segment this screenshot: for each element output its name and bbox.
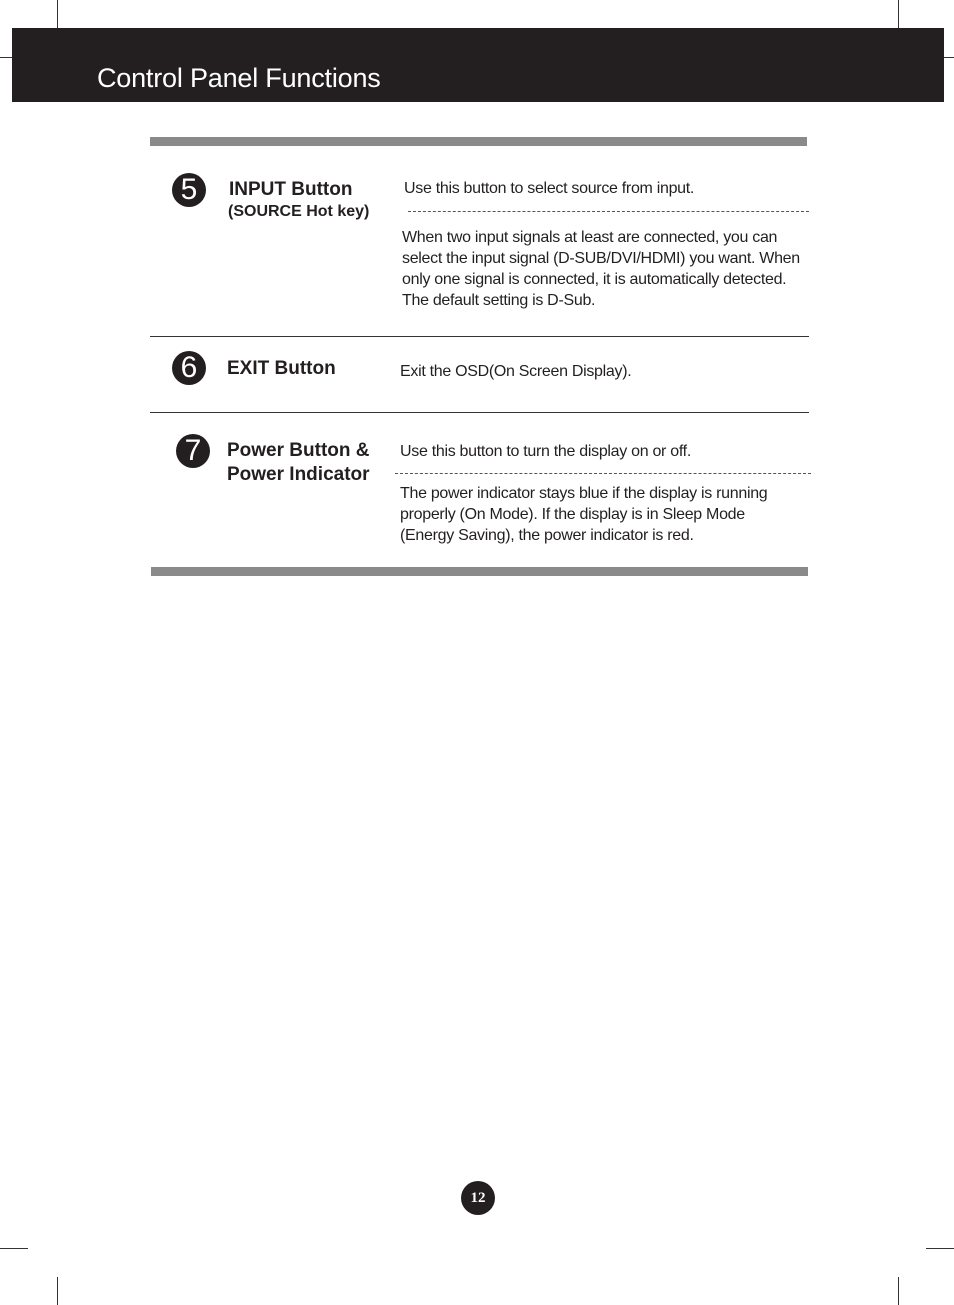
row-divider [150,412,809,413]
power-button-desc-short: Use this button to turn the display on or off. [400,443,691,460]
desc-line: The default setting is D-Sub. [402,292,596,309]
crop-mark [0,57,12,58]
page-number: 12 [461,1181,495,1215]
dashed-divider [395,473,811,474]
desc-line: (Energy Saving), the power indicator is red. [400,527,694,544]
crop-mark [898,1277,899,1305]
input-button-title: INPUT Button [229,179,353,200]
input-button-desc-long [402,227,800,311]
desc-line: only one signal is connected, it is automatically detected. [402,271,787,288]
exit-button-desc: Exit the OSD(On Screen Display). [400,363,632,380]
title-line: Power Indicator [227,464,370,485]
desc-line: properly (On Mode). If the display is in Sleep Mode [400,506,745,523]
title-line: Power Button & [227,440,370,461]
desc-line: When two input signals at least are connected, you can [402,229,778,246]
power-button-desc-long [400,483,767,546]
section-top-rule [150,137,807,146]
page-title: Control Panel Functions [97,63,381,93]
crop-mark [944,57,954,58]
exit-button-title: EXIT Button [227,358,336,379]
input-button-desc-short: Use this button to select source from input. [404,180,695,197]
input-button-subtitle: (SOURCE Hot key) [228,203,370,220]
desc-line: select the input signal (D-SUB/DVI/HDMI) you want. When [402,250,800,267]
number-badge-5: 5 [172,173,206,207]
number-badge-7: 7 [176,434,210,468]
power-button-title [227,439,370,487]
section-bottom-rule [151,567,808,576]
dashed-divider [408,211,809,212]
crop-mark [898,0,899,28]
row-divider [150,336,809,337]
desc-line: The power indicator stays blue if the display is running [400,485,768,502]
crop-mark [57,1277,58,1305]
number-badge-6: 6 [172,351,206,385]
crop-mark [926,1248,954,1249]
crop-mark [57,0,58,28]
crop-mark [0,1248,28,1249]
